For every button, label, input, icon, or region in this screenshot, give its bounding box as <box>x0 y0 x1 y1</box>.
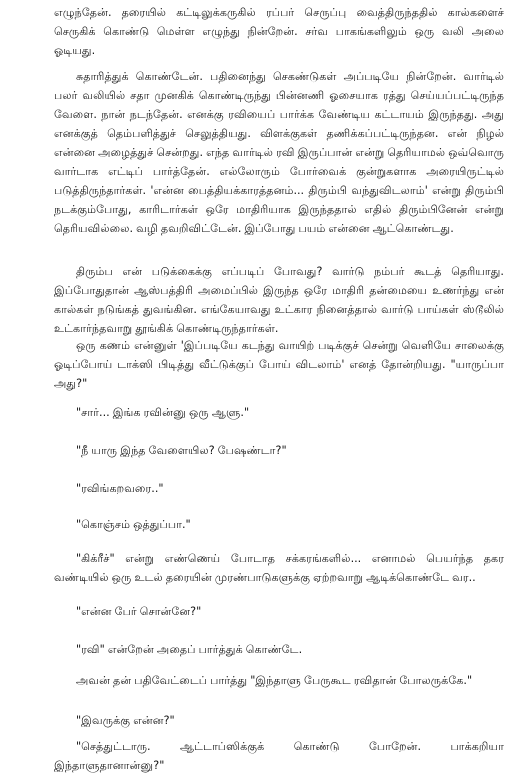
dialogue-line-2: "நீ யாரு இந்த வேளையில? பேஷண்டா?" <box>76 444 287 457</box>
paragraph-6: அவன் தன் பதிவேட்டைப் பார்த்து "இந்தாளு பேருகூட ரவிதான் போலருக்கே." <box>76 674 473 687</box>
dialogue-line-3: "ரவிங்கறவரை.." <box>76 482 164 495</box>
dialogue-line-5: "என்ன பேர் சொன்னே?" <box>76 605 202 618</box>
paragraph-2: சுதாரித்துக் கொண்டேன். பதினைந்து செகண்டுகள் அப்படியே நின்றேன். வார்டில் பலர் வலியில் சதா முனகிக் கொண்டிருந்து பின்னணி ஓசையாக ரத்து செய்யப்பட்டிருந்த வேளை. நான் நடந்தேன். எனக்கு ரவியைப் பார்க்க வேண்டிய கட்டாயம் இருந்தது. அது எனக்குத் தெம்பளித்துச் செலுத்தியது. விளக்குகள் தணிக்கப்பட்டிருந்தன. என் நிழல் என்னை அழைத்துச் சென்றது. எந்த வார்டில் ரவி இருப்பான் என்று தெரியாமல் ஒவ்வொரு வார்டாக எட்டிப் பார்த்தேன். எல்லோரும் போர்வைக் குன்றுகளாக அரையிருட்டில் படுத்திருந்தார்கள். 'என்ன பைத்தியக்காரத்தனம்... திரும்பி வந்துவிடலாம்' என்று திரும்பி நடக்கும்போது, காரிடார்கள் ஒரே மாதிரியாக இருந்ததால் எதில் திரும்பினேன் என்று தெரியவில்லை. வழி தவறிவிட்டேன். இப்போது பயம் என்னை ஆட்கொண்டது. <box>54 70 504 235</box>
paragraph-4: ஒரு கணம் என்னுள் 'இப்படியே கடந்து வாயிற் படிக்குச் சென்று வெளியே சாலைக்கு ஓடிப்போய் டாக்ஸி பிடித்து வீட்டுக்குப் போய் விடலாம்' எனத் தோன்றியது. "யாருப்பா அது?" <box>54 339 504 390</box>
paragraph-1: எழுந்தேன். தரையில் கட்டிலுக்கருகில் ரப்பர் செருப்பு வைத்திருந்ததில் கால்களைச் செருகிக் கொண்டு மெள்ள எழுந்து நின்றேன். சர்வ பாகங்களிலும் ஒரு வலி அலை ஓடியது. <box>54 6 504 57</box>
paragraph-5: "கிக்ரீச்" என்று எண்ணெய் போடாத சக்கரங்களில்... எனாமல் பெயர்ந்த தகர வண்டியில் ஒரு உடல் தரையின் முரண்பாடுகளுக்கு ஏற்றவாறு ஆடிக்கொண்டே வர.. <box>54 552 504 584</box>
dialogue-line-1: "சார்... இங்க ரவின்னு ஒரு ஆளு." <box>76 406 250 419</box>
paragraph-3: திரும்ப என் படுக்கைக்கு எப்படிப் போவது? வார்டு நம்பர் கூடத் தெரியாது. இப்போதுதான் ஆஸ்பத்திரி அமைப்பில் இருந்த ஒரே மாதிரி தன்மையை உணர்ந்து என் கால்கள் நடுங்கத் துவங்கின. எங்கேயாவது உட்கார நினைத்தால் வார்டு பாய்கள் ஸ்டூலில் உட்கார்ந்தவாறு தூங்கிக் கொண்டிருந்தார்கள். <box>54 265 504 335</box>
dialogue-line-6: "ரவி" என்றேன் அதைப் பார்த்துக் கொண்டே. <box>76 643 303 656</box>
dialogue-line-4: "கொஞ்சம் ஒத்துப்பா." <box>76 518 191 531</box>
dialogue-line-7: "இவருக்கு என்ன?" <box>76 714 175 727</box>
paragraph-7: "செத்துட்டாரு. ஆட்டாப்ஸிக்குக் கொண்டு போறேன். பாக்கறியா இந்தாளுதானான்னு?" <box>54 740 504 772</box>
